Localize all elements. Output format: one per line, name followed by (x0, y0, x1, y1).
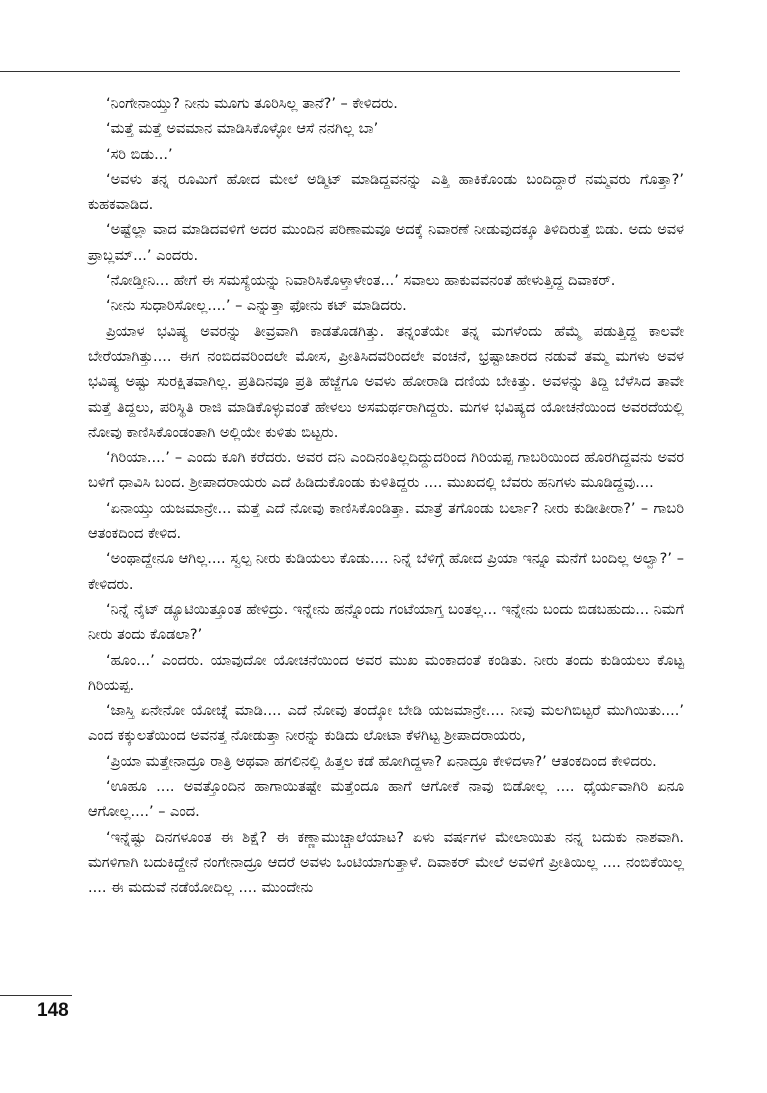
paragraph: ‘ಸರಿ ಬಿಡು...’ (106, 146, 173, 163)
footer-rule (0, 995, 72, 996)
paragraph: ‘ಜಾಸ್ತಿ ಏನೇನೋ ಯೋಚ್ನೆ ಮಾಡಿ.... ಎದೆ ನೋವು ತಂದ್ಕೋ ಬೇಡಿ ಯಜಮಾನ್ರೇ.... ನೀವು ಮಲಗಿಬಿಟ್ಟರೆ ಮುಗಿಯಿತು....’ ಎಂದ ಕಕ್ಕುಲತೆಯಿಂದ ಅವನತ್ತ ನೋಡುತ್ತಾ ನೀರನ್ನು ಕುಡಿದು ಲೋಟಾ ಕೆಳಗಿಟ್ಟ ಶ್ರೀಪಾದರಾಯರು, (88, 703, 684, 745)
paragraph: ‘ಏನಾಯ್ತು ಯಜಮಾನ್ರೇ... ಮತ್ತೆ ಎದೆ ನೋವು ಕಾಣಿಸಿಕೊಂಡಿತ್ತಾ. ಮಾತ್ರೆ ತಗೊಂಡು ಬರ್ಲಾ? ನೀರು ಕುಡೀತೀರಾ?’ – ಗಾಬರಿ ಆತಂಕದಿಂದ ಕೇಳಿದ. (88, 500, 684, 543)
paragraph: ‘ನಿಂಗೇನಾಯ್ತು? ನೀನು ಮೂಗು ತೂರಿಸಿಲ್ಲ ತಾನೆ?’ – ಕೇಳಿದರು. (106, 96, 398, 112)
page-number: 148 (37, 1000, 69, 1021)
paragraph: ‘ಗಿರಿಯಾ....’ – ಎಂದು ಕೂಗಿ ಕರೆದರು. ಅವರ ದನಿ ಎಂದಿನಂತಿಲ್ಲದಿದ್ದುದರಿಂದ ಗಿರಿಯಪ್ಪ ಗಾಬರಿಯಿಂದ ಹೊರಗಿದ್ದವನು ಅವರ ಬಳಿಗೆ ಧಾವಿಸಿ ಬಂದ. ಶ್ರೀಪಾದರಾಯರು ಎದೆ ಹಿಡಿದುಕೊಂಡು ಕುಳಿತಿದ್ದರು .... ಮುಖದಲ್ಲಿ ಬೆವರು ಹನಿಗಳು ಮೂಡಿದ್ದವು.... (88, 450, 684, 492)
paragraph: ‘ಪ್ರಿಯಾ ಮತ್ತೇನಾದ್ರೂ ರಾತ್ರಿ ಅಥವಾ ಹಗಲಿನಲ್ಲಿ ಹಿತ್ತಲ ಕಡೆ ಹೋಗಿದ್ದಳಾ? ಏನಾದ್ರೂ ಕೇಳಿದಳಾ?’ ಆತಂಕದಿಂದ ಕೇಳಿದರು. (106, 753, 657, 770)
header-rule (0, 71, 680, 72)
paragraph: ‘ಊಹೂ .... ಅವತ್ತೊಂದಿನ ಹಾಗಾಯಿತಷ್ಟೇ ಮತ್ತೆಂದೂ ಹಾಗೆ ಆಗೋಕೆ ನಾವು ಬಿಡೋಲ್ಲ .... ಧೈರ್ಯವಾಗಿರಿ ಏನೂ ಆಗೋಲ್ಲ....’ – ಎಂದ. (88, 779, 684, 821)
paragraph: ‘ಹೂಂ...’ ಎಂದರು. ಯಾವುದೋ ಯೋಚನೆಯಿಂದ ಅವರ ಮುಖ ಮಂಕಾದಂತೆ ಕಂಡಿತು. ನೀರು ತಂದು ಕುಡಿಯಲು ಕೊಟ್ಟ ಗಿರಿಯಪ್ಪ. (88, 652, 684, 694)
body-text (88, 92, 684, 902)
paragraph: ಪ್ರಿಯಾಳ ಭವಿಷ್ಯ ಅವರನ್ನು ತೀವ್ರವಾಗಿ ಕಾಡತೊಡಗಿತ್ತು. ತನ್ನಂತೆಯೇ ತನ್ನ ಮಗಳೆಂದು ಹೆಮ್ಮೆ ಪಡುತ್ತಿದ್ದ ಕಾಲವೇ ಬೇರೆಯಾಗಿತ್ತು.... ಈಗ ನಂಬಿದವರಿಂದಲೇ ಮೋಸ, ಪ್ರೀತಿಸಿದವರಿಂದಲೇ ವಂಚನೆ, ಭ್ರಷ್ಟಾಚಾರದ ನಡುವೆ ತಮ್ಮ ಮಗಳು ಅವಳ ಭವಿಷ್ಯ ಅಷ್ಟು ಸುರಕ್ಷಿತವಾಗಿಲ್ಲ. ಪ್ರತಿದಿನವೂ ಪ್ರತಿ ಹೆಜ್ಜೆಗೂ ಅವಳು ಹೋರಾಡಿ ದಣಿಯ ಬೇಕಿತ್ತು. ಅವಳನ್ನು ತಿದ್ದಿ ಬೆಳೆಸಿದ ತಾವೇ ಮತ್ತೆ ತಿದ್ದಲು, ಪರಿಸ್ಥಿತಿ ರಾಜಿ ಮಾಡಿಕೊಳ್ಳುವಂತೆ ಹೇಳಲು ಅಸಮರ್ಥರಾಗಿದ್ದರು. ಮಗಳ ಭವಿಷ್ಯದ ಯೋಚನೆಯಿಂದ ಅವರದೆಯಲ್ಲಿ ನೋವು ಕಾಣಿಸಿಕೊಂಡಂತಾಗಿ ಅಲ್ಲಿಯೇ ಕುಳಿತು ಬಿಟ್ಟರು. (88, 323, 684, 441)
paragraph: ‘ನಿನ್ನೆ ನೈಟ್ ಡ್ಯೂಟಿಯಿತ್ತೂಂತ ಹೇಳಿದ್ರು. ಇನ್ನೇನು ಹನ್ನೊಂದು ಗಂಟೆಯಾಗ್ತ ಬಂತಲ್ಲ... ಇನ್ನೇನು ಬಂದು ಬಿಡಬಹುದು... ನಿಮಗೆ ನೀರು ತಂದು ಕೊಡಲಾ?’ (88, 601, 684, 644)
paragraph: ‘ಅವಳು ತನ್ನ ರೂಮಿಗೆ ಹೋದ ಮೇಲೆ ಅಡ್ಮಿಟ್ ಮಾಡಿದ್ದವನನ್ನು ಎತ್ತಿ ಹಾಕಿಕೊಂಡು ಬಂದಿದ್ದಾರೆ ನಮ್ಮವರು ಗೊತ್ತಾ?’ ಕುಹಕವಾಡಿದ. (88, 171, 684, 214)
paragraph: ‘ಮತ್ತೆ ಮತ್ತೆ ಅವಮಾನ ಮಾಡಿಸಿಕೊಳ್ಳೋ ಆಸೆ ನನಗಿಲ್ಲ ಬಾ’ (106, 121, 379, 138)
paragraph: ‘ಅಷ್ಟೆಲ್ಲಾ ವಾದ ಮಾಡಿದವಳಿಗೆ ಅದರ ಮುಂದಿನ ಪರಿಣಾಮವೂ ಅದಕ್ಕೆ ನಿವಾರಣೆ ನೀಡುವುದಕ್ಕೂ ತಿಳಿದಿರುತ್ತೆ ಬಿಡು. ಅದು ಅವಳ ಪ್ರಾಬ್ಲಮ್...’ ಎಂದರು. (88, 222, 684, 264)
paragraph: ‘ಇನ್ನೆಷ್ಟು ದಿನಗಳೂಂತ ಈ ಶಿಕ್ಷೆ? ಈ ಕಣ್ಣಾಮುಚ್ಚಾಲೆಯಾಟ? ಏಳು ವರ್ಷಗಳ ಮೇಲಾಯಿತು ನನ್ನ ಬದುಕು ನಾಶವಾಗಿ. ಮಗಳಿಗಾಗಿ ಬದುಕಿದ್ದೇನೆ ನಂಗೇನಾದ್ರೂ ಆದರೆ ಅವಳು ಒಂಟಿಯಾಗುತ್ತಾಳೆ. ದಿವಾಕರ್ ಮೇಲೆ ಅವಳಿಗೆ ಪ್ರೀತಿಯಿಲ್ಲ .... ನಂಬಿಕೆಯಿಲ್ಲ .... ಈ ಮದುವೆ ನಡೆಯೋದಿಲ್ಲ .... ಮುಂದೇನು (88, 829, 684, 897)
paragraph: ‘ನೋಡ್ತೀನಿ... ಹೇಗೆ ಈ ಸಮಸ್ಯೆಯನ್ನು ನಿವಾರಿಸಿಕೊಳ್ತಾಳೇಂತ...’ ಸವಾಲು ಹಾಕುವವನಂತೆ ಹೇಳುತ್ತಿದ್ದ ದಿವಾಕರ್. (106, 273, 616, 290)
paragraph: ‘ನೀನು ಸುಧಾರಿಸೋಲ್ಲ....’ – ಎನ್ನುತ್ತಾ ಫೋನು ಕಟ್ ಮಾಡಿದರು. (106, 298, 407, 315)
paragraph: ‘ಅಂಥಾದ್ದೇನೂ ಆಗಿಲ್ಲ.... ಸ್ವಲ್ಪ ನೀರು ಕುಡಿಯಲು ಕೊಡು.... ನಿನ್ನೆ ಬೆಳಿಗ್ಗೆ ಹೋದ ಪ್ರಿಯಾ ಇನ್ನೂ ಮನೆಗೆ ಬಂದಿಲ್ಲ ಅಲ್ವಾ?’ – ಕೇಳಿದರು. (88, 551, 684, 593)
